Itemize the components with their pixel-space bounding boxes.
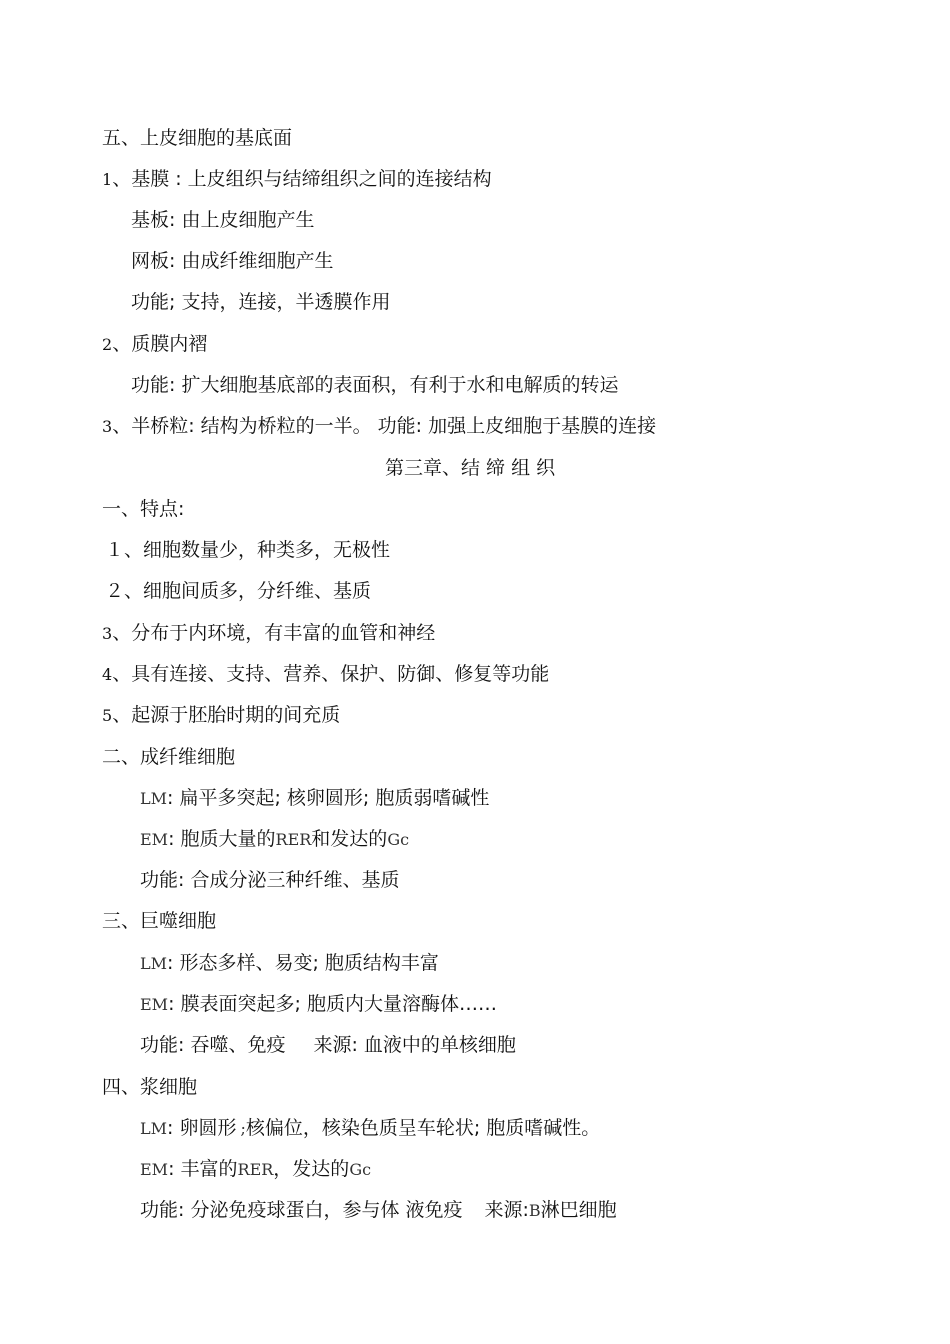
- feature-item: [105, 538, 390, 562]
- function-text: 功能: 合成分泌三种纤维、基质: [140, 869, 400, 891]
- item-text: 、质膜内褶: [112, 333, 208, 355]
- item-number: 2: [102, 335, 113, 354]
- em-text: : 膜表面突起多; 胞质内大量溶酶体……: [168, 993, 497, 1015]
- basement-membrane-function: [131, 290, 390, 314]
- item-number: ２: [105, 580, 125, 602]
- gc-term: Gc: [349, 1160, 372, 1179]
- item-text: 、起源于胚胎时期的间充质: [112, 704, 341, 726]
- plasma-membrane-infolding-item: [102, 332, 207, 356]
- lm-label: LM: [140, 954, 168, 973]
- item-text: 、细胞间质多，分纤维、基质: [124, 580, 372, 602]
- item-text: 、具有连接、支持、营养、保护、防御、修复等功能: [112, 663, 550, 685]
- plasma-cell-heading: [102, 1075, 197, 1099]
- macrophage-function: [140, 1033, 516, 1057]
- source-label: 来源:: [484, 1199, 529, 1221]
- heading-text: 五、上皮细胞的基底面: [102, 127, 293, 149]
- b-term: B: [528, 1201, 541, 1220]
- feature-item: [102, 703, 340, 727]
- source-text: 来源: 血液中的单核细胞: [313, 1034, 516, 1056]
- basement-membrane-item: [102, 167, 492, 191]
- chapter-title-text: 第三章、结 缔 组 织: [385, 457, 556, 479]
- plasma-cell-em-line: [140, 1157, 371, 1181]
- em-label: EM: [140, 1160, 169, 1179]
- hemidesmosome-item: [102, 414, 656, 438]
- em-text: 和发达的: [311, 828, 388, 850]
- plasma-cell-lm-line: [140, 1116, 600, 1140]
- heading-text: 一、特点:: [102, 498, 185, 520]
- function-text: 功能: 吞噬、免疫: [140, 1034, 286, 1056]
- macrophage-lm-line: [140, 951, 439, 975]
- fibroblast-function: [140, 868, 399, 892]
- fibroblast-em-line: [140, 827, 409, 851]
- lm-text: 核偏位，核染色质呈车轮状; 胞质嗜碱性。: [245, 1117, 601, 1139]
- heading-text: 四、浆细胞: [102, 1076, 198, 1098]
- em-text: ，发达的: [273, 1158, 350, 1180]
- item-number: １: [105, 539, 125, 561]
- em-text: : 胞质大量的: [168, 828, 276, 850]
- lm-label: LM: [140, 1119, 168, 1138]
- basal-lamina-text: 基板: 由上皮细胞产生: [131, 209, 315, 231]
- basal-lamina-line: [131, 208, 314, 232]
- lm-text: : 形态多样、易变; 胞质结构丰富: [167, 952, 439, 974]
- item-text: 、分布于内环境，有丰富的血管和神经: [112, 622, 436, 644]
- semicolon: ;: [240, 1119, 246, 1138]
- function-text: 功能: 分泌免疫球蛋白，参与体 液免疫: [140, 1199, 463, 1221]
- rer-term: RER: [275, 830, 312, 849]
- section-five-heading: [102, 126, 292, 150]
- lm-text: : 扁平多突起; 核卵圆形; 胞质弱嗜碱性: [167, 787, 490, 809]
- feature-item: [105, 579, 371, 603]
- fibroblast-heading: [102, 745, 235, 769]
- function-text: 功能; 支持，连接，半透膜作用: [131, 291, 391, 313]
- item-text: 、半桥粒: 结构为桥粒的一半。 功能: 加强上皮细胞于基膜的连接: [112, 415, 657, 437]
- em-text: : 丰富的: [168, 1158, 238, 1180]
- item-number: 1: [102, 170, 113, 189]
- em-label: EM: [140, 830, 169, 849]
- plasma-cell-function: [140, 1198, 617, 1222]
- item-number: 3: [102, 624, 113, 643]
- reticular-lamina-text: 网板: 由成纤维细胞产生: [131, 250, 334, 272]
- feature-item: [102, 621, 435, 645]
- reticular-lamina-line: [131, 249, 333, 273]
- heading-text: 三、巨噬细胞: [102, 910, 217, 932]
- chapter-title: [385, 456, 555, 480]
- function-text: 功能: 扩大细胞基底部的表面积，有利于水和电解质的转运: [131, 374, 619, 396]
- gc-term: Gc: [387, 830, 410, 849]
- rer-term: RER: [237, 1160, 274, 1179]
- heading-text: 二、成纤维细胞: [102, 746, 236, 768]
- item-number: 5: [102, 706, 113, 725]
- item-number: 3: [102, 417, 113, 436]
- infolding-function: [131, 373, 618, 397]
- macrophage-em-line: [140, 992, 497, 1016]
- fibroblast-lm-line: [140, 786, 489, 810]
- lm-text: : 卵圆形: [167, 1117, 237, 1139]
- item-number: 4: [102, 665, 113, 684]
- item-text: 、细胞数量少，种类多，无极性: [124, 539, 391, 561]
- source-text: 淋巴细胞: [540, 1199, 617, 1221]
- macrophage-heading: [102, 909, 216, 933]
- features-heading: [102, 497, 184, 521]
- feature-item: [102, 662, 549, 686]
- lm-label: LM: [140, 789, 168, 808]
- item-text: 、基膜 : 上皮组织与结缔组织之间的连接结构: [112, 168, 492, 190]
- em-label: EM: [140, 995, 169, 1014]
